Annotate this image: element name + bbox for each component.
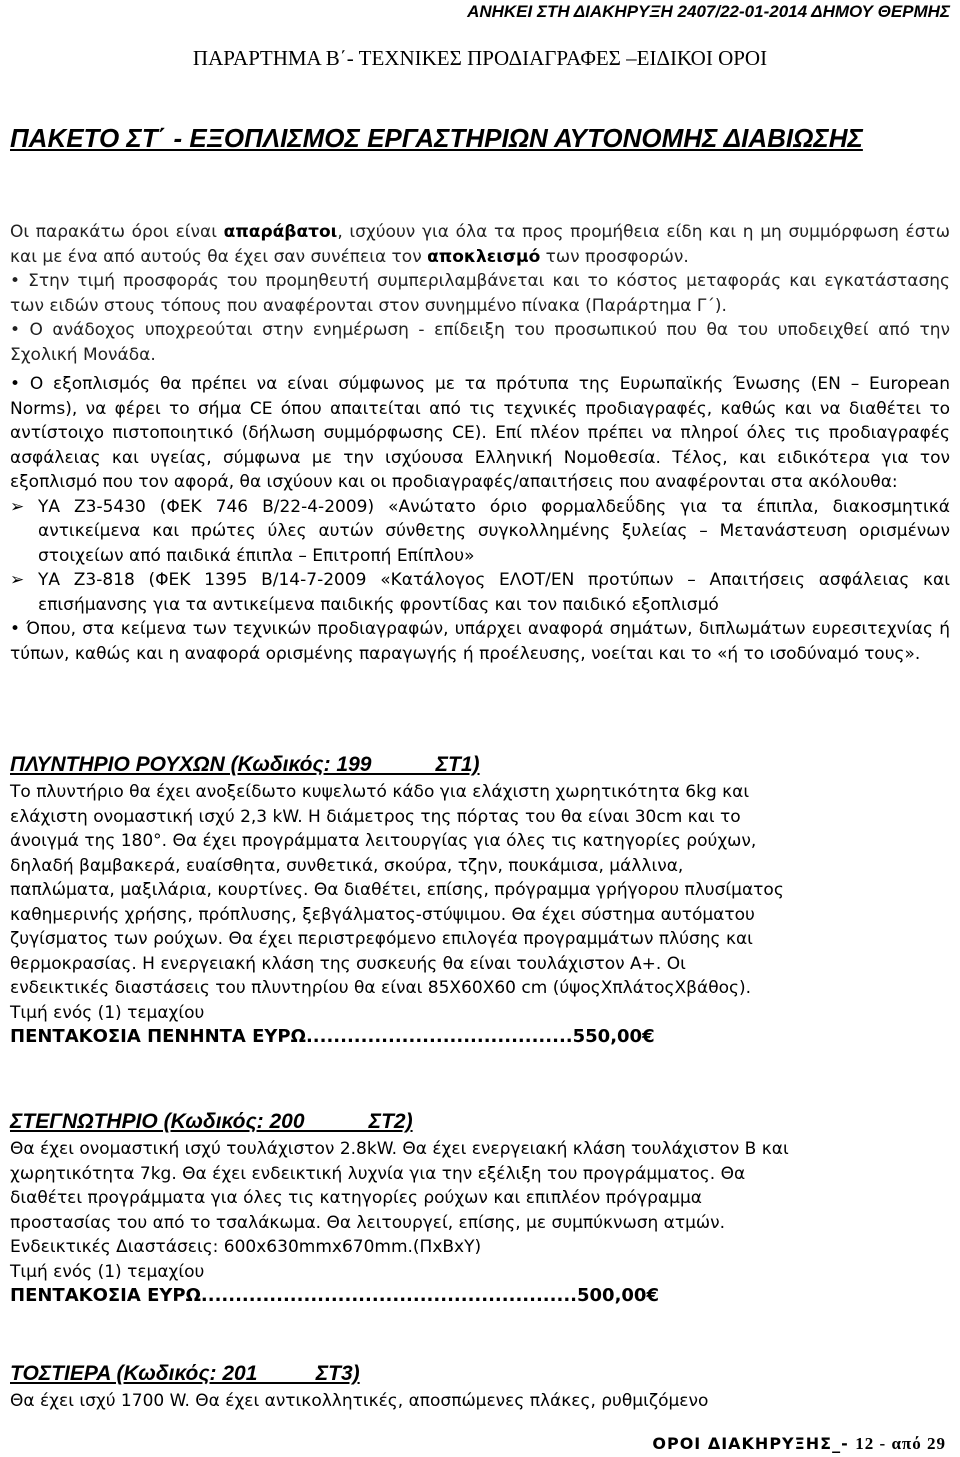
bullet-item: • Όπου, στα κείμενα των τεχνικών προδιαγραφών, υπάρχει αναφορά σημάτων, διπλωμάτων ευρεσιτεχνίας ή τύπων, καθώς και η αναφορά ορισμένης παραγωγής ή προέλευσης, νοείται και το «ή το ισοδύναμό τους». [10, 619, 950, 664]
annex-header: ΠΑΡΑΡΤΗΜΑ Β΄- ΤΕΧΝΙΚΕΣ ΠΡΟΔΙΑΓΡΑΦΕΣ –ΕΙΔΙΚΟΙ ΟΡΟΙ [192, 46, 768, 70]
bullet-item: • Στην τιμή προσφοράς του προμηθευτή συμπεριλαμβάνεται και το κόστος μεταφοράς και εγκατάστασης των ειδών στους τόπους που αναφέρονται στον συνημμένο πίνακα (Παράρτημα Γ΄). [10, 271, 950, 316]
tender-reference-header: ΑΝΗΚΕΙ ΣΤΗ ΔΙΑΚΗΡΥΞΗ 2407/22-01-2014 ΔΗΜΟΥ ΘΕΡΜΗΣ [467, 2, 950, 21]
price-line: ΠΕΝΤΑΚΟΣΙΑ ΠΕΝΗΝΤΑ ΕΥΡΩ ....................................... 550,00€ [10, 1025, 790, 1050]
product-description: Το πλυντήριο θα έχει ανοξείδωτο κυψελωτό κάδο για ελάχιστη χωρητικότητα 6kg και ελάχιστη ονομαστική ισχύ 2,3 kW. Η διάμετρος της πόρτας του θα είναι 30cm και το άνοιγμά της 180°. Θα έχει προγράμματα λειτουργίας για όλες τις κατηγορίες ρούχων, δηλαδή βαμβακερά, ευαίσθητα, συνθετικά, σκούρα, τζην, πουκάμισα, μάλλινα, παπλώματα, μαξιλάρια, κουρτίνες. Θα διαθέτει, επίσης, πρόγραμμα γρήγορου πλυσίματος καθημερινής χρήσης, πρόπλυσης, ξεβγάλματος-στύψιμου. Θα έχει σύστημα αυτόματου ζυγίσματος των ρούχων. Θα έχει περιστρεφόμενο επιλογέα προγραμμάτων πλύσης και θερμοκρασίας. Η ενεργειακή κλάση της συσκευής θα είναι τουλάχιστον Α+. Οι ενδεικτικές διαστάσεις του πλυντηρίου θα είναι 85Χ60Χ60 cm (ύψοςΧπλάτοςΧβάθος). [10, 782, 784, 998]
price-line: ΠΕΝΤΑΚΟΣΙΑ ΕΥΡΩ ....................................................... 500,00€ [10, 1284, 790, 1309]
page-footer: ΟΡΟΙ ΔΙΑΚΗΡΥΞΗΣ_- 12 - από 29 [652, 1434, 946, 1453]
unit-price-label: Τιμή ενός (1) τεμαχίου [10, 1002, 205, 1023]
arrow-bullet-icon: ➢ [10, 496, 25, 517]
regulation-item: ➢ ΥΑ Ζ3-818 (ΦΕΚ 1395 Β/14-7-2009 «Κατάλογος ΕΛΟΤ/ΕΝ προτύπων – Απαιτήσεις ασφάλειας και επισήμανσης για τα αντικείμενα παιδικής φροντίδας και τον παιδικό εξοπλισμό [10, 568, 950, 617]
product-description: Θα έχει ισχύ 1700 W. Θα έχει αντικολλητικές, αποσπώμενες πλάκες, ρυθμιζόμενο [10, 1391, 709, 1411]
bullet-item: • Ο ανάδοχος υποχρεούται στην ενημέρωση - επίδειξη του προσωπικού που θα του υποδειχθεί από την Σχολική Μονάδα. [10, 320, 950, 365]
bullet-item: • Ο εξοπλισμός θα πρέπει να είναι σύμφωνος με τα πρότυπα της Ευρωπαϊκής Ένωσης (EN – European Norms), να φέρει το σήμα CE όπου απαιτείται από τις τεχνικές προδιαγραφές, καθώς και να διαθέτει το αντίστοιχο πιστοποιητικό (δήλωση συμμόρφωσης CE). Επί πλέον πρέπει να πληροί όλες τις προδιαγραφές ασφάλειας και υγείας, σύμφωνα με την ισχύουσα Ελληνική Νομοθεσία. Τέλος, και ειδικότερα για τον εξοπλισμό που τον αφορά, θα ισχύουν και οι προδιαγραφές/απαιτήσεις που αναφέρονται στα ακόλουθα: [10, 374, 950, 492]
price-value: 500,00€ [577, 1285, 659, 1306]
product-dryer [10, 1107, 790, 1309]
price-value: 550,00€ [572, 1026, 655, 1047]
emphasis-text: απαράβατοι [223, 222, 338, 242]
unit-price-label: Τιμή ενός (1) τεμαχίου [10, 1261, 205, 1282]
product-toaster [10, 1359, 910, 1414]
intro-section [10, 220, 950, 367]
page-number: 12 [855, 1434, 875, 1453]
product-title: ΤΟΣΤΙΕΡΑ (Κωδικός: 201 ΣΤ3) [10, 1362, 360, 1385]
product-description: Θα έχει ονομαστική ισχύ τουλάχιστον 2.8kW. Θα έχει ενεργειακή κλάση τουλάχιστον Β και χωρητικότητα 7kg. Θα έχει ενδεικτική λυχνία για την εξέλιξη του προγράμματος. Θα διαθέτει προγράμματα για όλες τις κατηγορίες ρούχων και επιπλέον πρόγραμμα προστασίας του από το τσαλάκωμα. Θα λειτουργεί, επίσης, με συμπύκνωση ατμών. Ενδεικτικές Διαστάσεις: 600x630mmx670mm.(ΠxΒxΥ) [10, 1139, 789, 1257]
product-title: ΣΤΕΓΝΩΤΗΡΙΟ (Κωδικός: 200 ΣΤ2) [10, 1110, 413, 1133]
regulation-item: ➢ ΥΑ Ζ3-5430 (ΦΕΚ 746 Β/22-4-2009) «Ανώτατο όριο φορμαλδεΰδης για τα έπιπλα, διακοσμητικά αντικείμενα και πρώτες ύλες αυτών σύνθετης συγκολλημένης ξυλείας – Μετανάστευση ορισμένων στοιχείων από παιδικά έπιπλα – Επιτροπή Επίπλου» [10, 495, 950, 569]
emphasis-text: αποκλεισμό [427, 246, 541, 267]
product-washing-machine [10, 750, 790, 1050]
arrow-bullet-icon: ➢ [10, 570, 25, 590]
product-title: ΠΛΥΝΤΗΡΙΟ ΡΟΥΧΩΝ (Κωδικός: 199 ΣΤ1) [10, 753, 480, 776]
intro-paragraph: Οι παρακάτω όροι είναι απαράβατοι, ισχύουν για όλα τα προς προμήθεια είδη και η μη συμμόρφωση έστω και με ένα από αυτούς θα έχει σαν συνέπεια τον αποκλεισμό των προσφορών. [10, 222, 950, 267]
conditions-section [10, 372, 950, 666]
package-title: ΠΑΚΕΤΟ ΣΤ΄ - ΕΞΟΠΛΙΣΜΟΣ ΕΡΓΑΣΤΗΡΙΩΝ ΑΥΤΟΝΟΜΗΣ ΔΙΑΒΙΩΣΗΣ [10, 123, 863, 153]
